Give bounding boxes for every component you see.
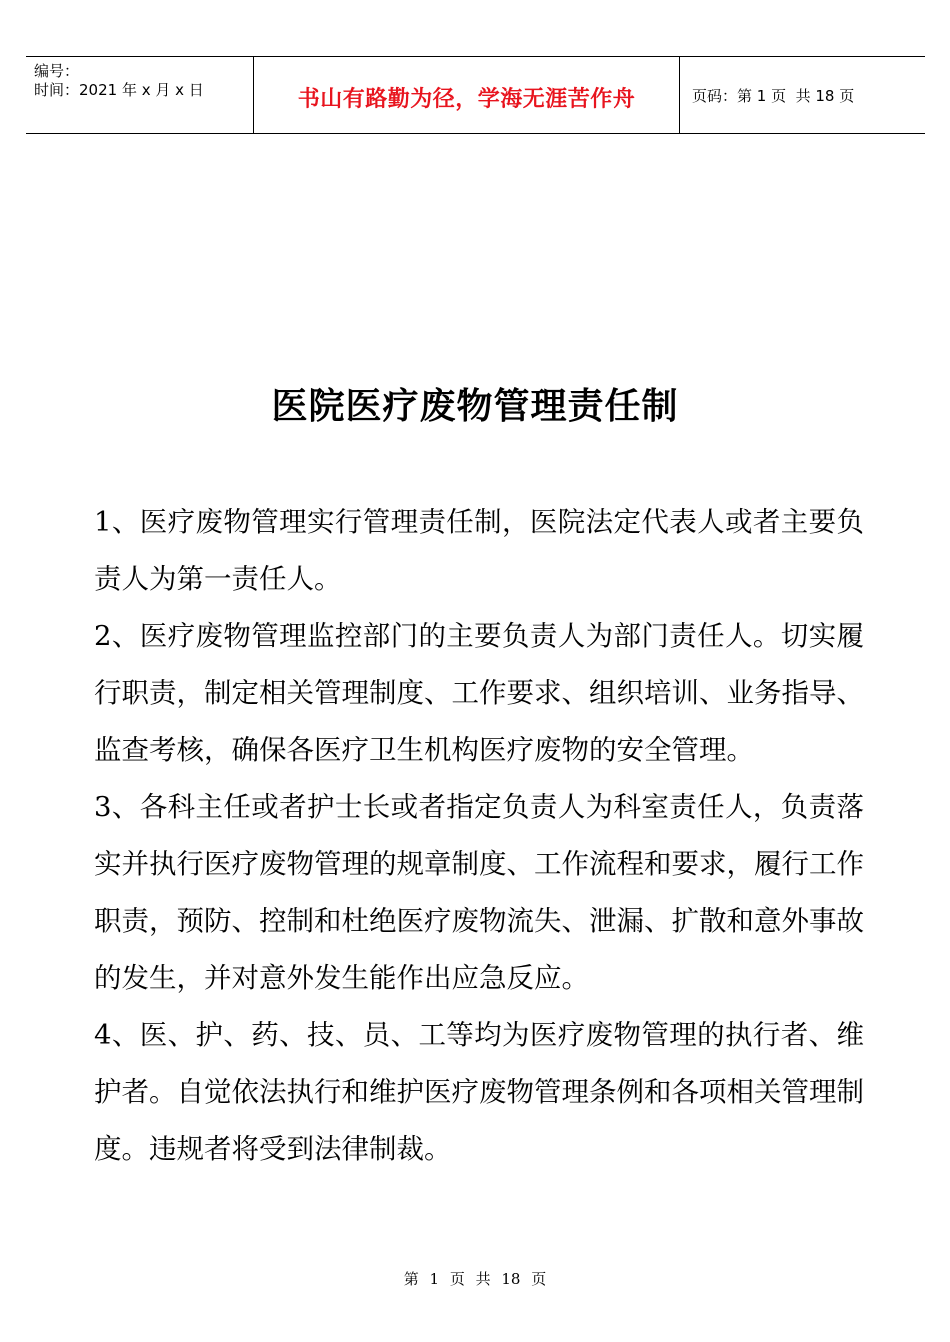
- page-footer: 第 1 页 共 18 页: [403, 1270, 547, 1288]
- serial-number-label: 编号：: [34, 62, 80, 80]
- paragraph-3: 3、各科主任或者护士长或者指定负责人为科室责任人，负责落实并执行医疗废物管理的规章制度、工作流程和要求，履行工作职责，预防、控制和杜绝医疗废物流失、泄漏、扩散和意外事故的发生，并对意外发生能作出应急反应。: [94, 791, 864, 994]
- page-indicator: 页码：第 1 页 共 18 页: [692, 86, 855, 105]
- header-meta-cell: [26, 57, 254, 133]
- date-label: 时间：2021 年 x 月 x 日: [34, 81, 204, 99]
- document-body: [94, 494, 864, 1178]
- paragraph-4: 4、医、护、药、技、员、工等均为医疗废物管理的执行者、维护者。自觉依法执行和维护医疗废物管理条例和各项相关管理制度。违规者将受到法律制裁。: [94, 1019, 864, 1165]
- page-header: [26, 56, 925, 134]
- header-motto-cell: [254, 57, 680, 133]
- document-title: 医院医疗废物管理责任制: [271, 385, 679, 427]
- paragraph-1: 1、医疗废物管理实行管理责任制，医院法定代表人或者主要负责人为第一责任人。: [94, 506, 864, 595]
- header-page-cell: [680, 57, 925, 133]
- paragraph-2: 2、医疗废物管理监控部门的主要负责人为部门责任人。切实履行职责，制定相关管理制度、工作要求、组织培训、业务指导、监查考核，确保各医疗卫生机构医疗废物的安全管理。: [94, 620, 864, 766]
- motto-text: 书山有路勤为径，学海无涯苦作舟: [297, 86, 636, 112]
